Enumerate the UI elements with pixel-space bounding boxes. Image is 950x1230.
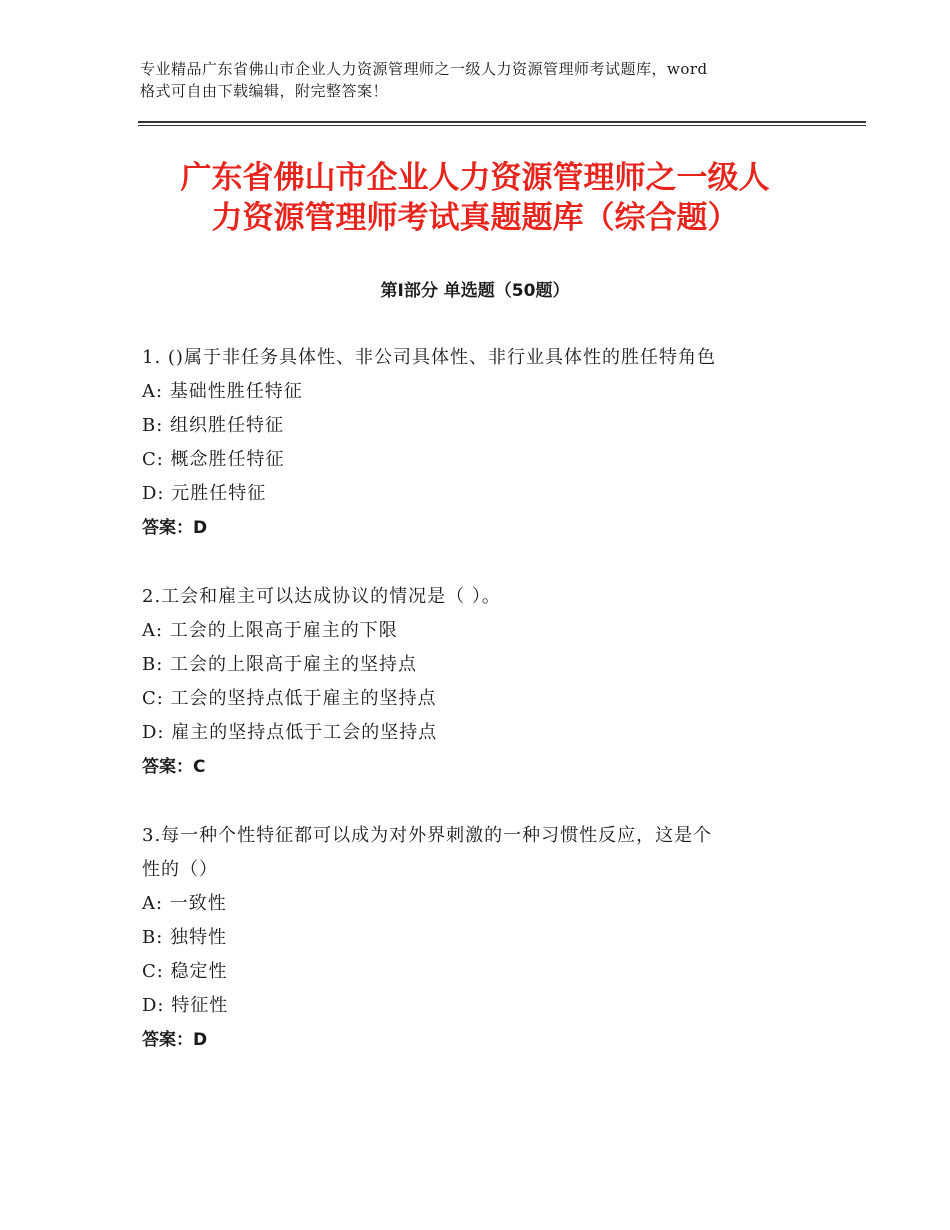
question-1 (142, 341, 822, 545)
option-d: D: 特征性 (142, 995, 229, 1016)
answer: 答案：D (142, 1030, 208, 1050)
header-note-line-2: 格式可自由下载编辑，附完整答案！ (140, 82, 389, 100)
question-stem: 2.工会和雇主可以达成协议的情况是（ ）。 (142, 586, 501, 607)
document-title (100, 158, 850, 238)
header-divider-thin (138, 125, 866, 126)
option-b: B: 独特性 (142, 927, 228, 948)
option-b: B: 组织胜任特征 (142, 415, 285, 436)
option-d: D: 元胜任特征 (142, 483, 267, 504)
question-stem-continued: 性的（） (142, 859, 218, 880)
document-title-line-1: 广东省佛山市企业人力资源管理师之一级人 (180, 160, 770, 196)
answer: 答案：C (142, 757, 206, 777)
answer: 答案：D (142, 518, 208, 538)
option-c: C: 概念胜任特征 (142, 449, 285, 470)
option-a: A: 一致性 (142, 893, 227, 914)
option-b: B: 工会的上限高于雇主的坚持点 (142, 654, 418, 675)
question-stem: 3.每一种个性特征都可以成为对外界刺激的一种习惯性反应，这是个 (142, 825, 713, 846)
option-a: A: 工会的上限高于雇主的下限 (142, 620, 398, 641)
question-2 (142, 580, 822, 784)
option-d: D: 雇主的坚持点低于工会的坚持点 (142, 722, 438, 743)
question-stem: 1. ()属于非任务具体性、非公司具体性、非行业具体性的胜任特角色 (142, 347, 716, 368)
header-divider-thick (138, 121, 866, 123)
document-title-line-2: 力资源管理师考试真题题库（综合题） (211, 200, 739, 236)
header-note (140, 58, 830, 102)
option-c: C: 稳定性 (142, 961, 228, 982)
option-a: A: 基础性胜任特征 (142, 381, 303, 402)
header-note-line-1: 专业精品广东省佛山市企业人力资源管理师之一级人力资源管理师考试题库，word (140, 60, 708, 78)
question-3 (142, 819, 822, 1057)
option-c: C: 工会的坚持点低于雇主的坚持点 (142, 688, 437, 709)
section-title: 第Ⅰ部分 单选题（50题） (380, 281, 570, 301)
